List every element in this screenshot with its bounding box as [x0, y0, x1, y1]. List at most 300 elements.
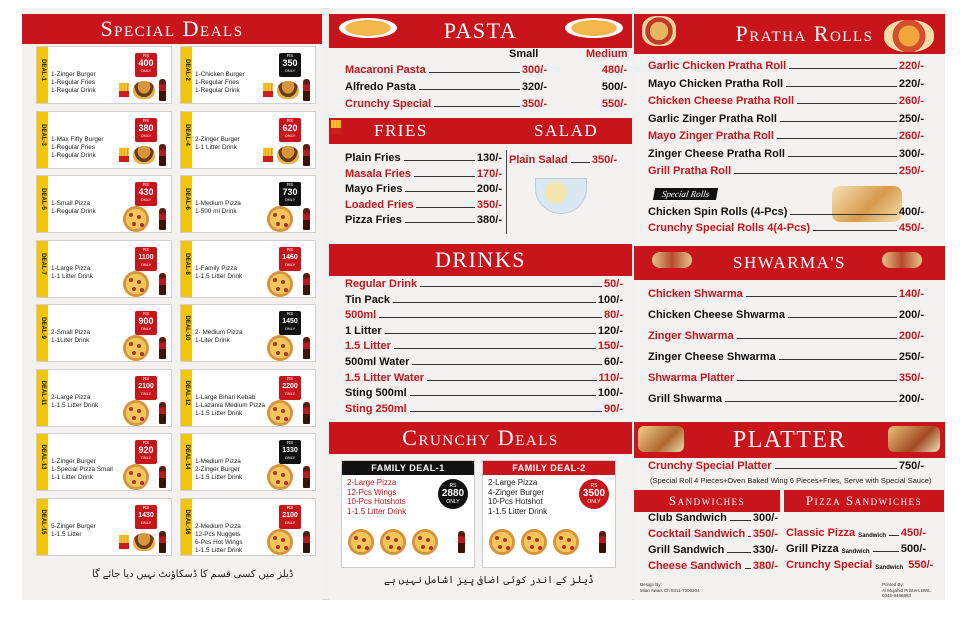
family-deal-title: FAMILY DEAL-1 [342, 461, 474, 475]
special-deals-column [22, 8, 322, 600]
menu-row [648, 222, 924, 234]
deal-item: 1-1 Litter Drink [51, 474, 93, 481]
deal-tag-label: DEAL-8 [184, 252, 190, 275]
deal-price: 430 [138, 187, 154, 197]
deal-item: 1-Family Pizza [195, 264, 237, 272]
deal-tag-label: DEAL-15 [40, 508, 46, 534]
pizza-image [267, 464, 293, 490]
item-price-medium: 480/- [601, 64, 627, 76]
deal-price-badge [135, 53, 157, 77]
pratha-roll-image [642, 16, 676, 46]
price-rs-label: RS [142, 311, 150, 316]
deal-item: 1-1.5 Litter Drink [51, 401, 99, 409]
menu-row [509, 154, 617, 166]
pasta-col-small: Small [509, 48, 539, 60]
deal-items [51, 458, 119, 482]
deal-tag [181, 434, 192, 490]
deal-items [51, 136, 119, 160]
dot-leader [790, 214, 897, 215]
drink-bottle-image [159, 208, 166, 230]
price-rs-label: RS [142, 504, 150, 510]
deal-tag [181, 241, 192, 297]
deal-card [36, 175, 172, 233]
deal-item: 1-Special Pizza Small [51, 466, 113, 473]
price-only-label: ONLY [140, 455, 152, 460]
deal-card [180, 498, 316, 556]
pasta-title: PASTA [443, 18, 518, 43]
deal-item: 1-Zinger Burger [51, 71, 96, 78]
deal-card [36, 111, 172, 169]
deal-card [36, 433, 172, 491]
pizza-image [267, 529, 293, 555]
deal-item: 1-Liter Drink [195, 337, 230, 344]
dot-leader [434, 106, 520, 107]
item-price: 350/- [898, 372, 924, 384]
price-rs-label: RS [286, 182, 294, 187]
deal-card [36, 498, 172, 556]
price-only-label: ONLY [284, 197, 296, 202]
menu-row [648, 95, 924, 107]
designer-name: Mian Awais Ch 0311-7000204 [640, 587, 700, 593]
menu-row [648, 351, 924, 363]
item-price: 450/- [900, 527, 926, 539]
item-price: 330/- [752, 544, 778, 556]
item-name: Garlic Chicken Pratha Roll [648, 60, 787, 72]
pizza-image [123, 400, 149, 426]
item-name: 1.5 Litter [345, 340, 391, 353]
drinks-header [329, 244, 632, 276]
menu-row [345, 64, 627, 76]
family-deal-items [488, 478, 547, 516]
deal-item: 1-Regular Drink [51, 151, 96, 159]
dot-leader [727, 552, 751, 553]
item-name: Grill Pizza [786, 543, 839, 555]
drink-bottle-image [599, 531, 606, 553]
deal-item: 1-500 ml Drink [195, 208, 237, 215]
deal-card [180, 240, 316, 298]
dot-leader [789, 68, 897, 69]
shwarma-image-right [882, 252, 922, 268]
price-rs-label: RS [142, 246, 150, 252]
item-price: 350/- [752, 528, 778, 540]
deal-price-badge [135, 440, 157, 464]
item-name: Pizza Fries [345, 214, 402, 226]
dot-leader [379, 317, 602, 318]
dot-leader [420, 286, 602, 287]
deal-tag-label: DEAL-10 [184, 315, 190, 341]
item-price: 200/- [898, 309, 924, 321]
deal-item: 1-1 Litter Drink [51, 272, 93, 280]
deal-tag [37, 434, 48, 490]
deal-price: 400 [138, 58, 154, 68]
price-only-label: ONLY [140, 68, 152, 73]
menu-row [648, 528, 778, 540]
menu-row [345, 387, 623, 399]
menu-row [648, 560, 778, 572]
deal-price: 620 [282, 122, 298, 133]
item-price-medium: 500/- [601, 81, 627, 93]
deal-price-badge [135, 247, 157, 271]
deal-items [195, 523, 263, 555]
item-price: 350/- [591, 154, 617, 166]
deal-card [180, 433, 316, 491]
item-name: Sting 250ml [345, 402, 407, 415]
menu-row [648, 165, 924, 177]
drink-bottle-image [159, 79, 166, 101]
pizza-image [123, 271, 149, 297]
deal-tag-label: DEAL-12 [184, 379, 190, 405]
item-price: 350/- [476, 198, 502, 211]
drink-bottle-image [303, 531, 310, 553]
item-price: 300/- [752, 512, 778, 524]
pizza-image [123, 464, 149, 490]
menu-row [648, 78, 924, 90]
menu-row [345, 98, 627, 110]
item-price: 50/- [604, 278, 623, 290]
dot-leader [405, 191, 474, 192]
item-price: 450/- [898, 221, 924, 234]
deal-item: 2- Medium Pizza [195, 329, 243, 336]
dot-leader [414, 176, 475, 177]
price-rs-label: RS [142, 440, 150, 445]
family-deal-item: 10-Pcs Hotshot [488, 497, 543, 506]
menu-row [345, 309, 623, 321]
crunchy-urdu-note: ڈیلز کے اندر کوئی اضافی پیز اشامل نہیں ہے [384, 575, 594, 586]
pizza-sandwiches-title: Pizza Sandwiches [805, 493, 923, 508]
deal-item: 1-1.5 Litter Drink [195, 474, 243, 481]
pizza-image [123, 206, 149, 232]
item-name-suffix: Sandwich [858, 533, 887, 539]
pizza-image [521, 529, 547, 555]
dot-leader [429, 72, 520, 73]
drink-bottle-image [303, 402, 310, 424]
deal-items [195, 394, 263, 418]
item-name: Crunchy Special [786, 559, 873, 571]
price-only-label: ONLY [284, 390, 296, 396]
item-name: Classic Pizza [786, 527, 856, 539]
dot-leader [813, 230, 897, 231]
pizza-sandwiches-header [784, 490, 944, 512]
deal-item: 2-Small Pizza [51, 329, 91, 336]
dot-leader [410, 395, 596, 396]
item-name: 500ml [345, 309, 377, 322]
price-rs-label: RS [286, 311, 294, 316]
family-deal-price-badge [438, 479, 468, 509]
item-name: Cheese Sandwich [648, 560, 742, 572]
platter-title: PLATTER [732, 426, 847, 453]
sandwiches-header [634, 490, 780, 512]
deal-tag [181, 370, 192, 426]
family-deal-card [341, 460, 475, 568]
item-name: Club Sandwich [648, 512, 727, 524]
family-deal-item: 2-Large Pizza [488, 478, 538, 487]
deal-item: 1-1Liter Drink [51, 337, 90, 344]
price-only-label: ONLY [284, 455, 296, 460]
deal-tag-label: DEAL-9 [40, 317, 46, 339]
deal-tag-label: DEAL-4 [184, 123, 190, 146]
drink-bottle-image [159, 144, 166, 166]
deal-tag-label: DEAL-3 [40, 123, 46, 146]
item-name: Masala Fries [345, 167, 412, 180]
drink-bottle-image [159, 402, 166, 424]
price-only-label: ONLY [140, 390, 152, 396]
platter-item-name: Crunchy Special Platter [648, 460, 772, 472]
deal-item: 1-Regular Fries [51, 79, 96, 86]
item-price: 60/- [604, 356, 623, 368]
item-price: 170/- [476, 167, 502, 180]
deal-price: 730 [282, 187, 298, 197]
price-rs-label: RS [142, 117, 150, 123]
price-rs-label: RS [286, 504, 294, 510]
family-deal-price-badge [579, 479, 609, 509]
item-name: Mayo Chicken Pratha Roll [648, 77, 784, 90]
deal-price: 2200 [282, 382, 298, 390]
item-price: 100/- [597, 387, 623, 400]
pizza-image [553, 529, 579, 555]
deal-price-badge [135, 505, 157, 529]
menu-row [345, 278, 623, 290]
item-name: Chicken Shwarma [648, 288, 743, 300]
deal-card [36, 46, 172, 104]
printer-name: Al Mujahid Printers BWL [882, 587, 931, 593]
item-name: Chicken Cheese Pratha Roll [648, 95, 795, 107]
dot-leader [780, 121, 897, 122]
deal-tag-label: DEAL-2 [184, 59, 190, 81]
deal-item: 2-Zinger Burger [195, 135, 240, 143]
item-price: 200/- [898, 330, 924, 342]
deal-card [36, 304, 172, 362]
printer-phone: 0345-9486863 [882, 593, 912, 598]
item-name: Chicken Cheese Shwarma [648, 309, 785, 321]
item-price: 110/- [598, 371, 623, 384]
dot-leader [405, 222, 475, 223]
family-deal-item: 10-Pcs Hotshots [347, 497, 406, 506]
deal-item: 1-Small Pizza [51, 200, 91, 207]
deal-item: 1-1.5 Litter Drink [195, 546, 243, 554]
deal-items [195, 458, 263, 482]
platter-description: (Special Roll 4 Pieces+Oven Baked Wing 6 Pieces+Fries, Serve with Special Sauce) [650, 476, 932, 485]
deal-tag-label: DEAL-5 [40, 188, 46, 210]
item-price: 260/- [898, 130, 924, 142]
item-price: 500/- [900, 543, 926, 555]
menu-row [345, 340, 623, 352]
item-name: Cocktail Sandwich [648, 528, 746, 540]
item-name: Zinger Cheese Shwarma [648, 351, 776, 363]
menu-row [648, 372, 924, 384]
deal-items [51, 265, 119, 281]
dot-leader [393, 302, 596, 303]
item-price: 550/- [908, 559, 934, 571]
deal-tag [37, 47, 48, 103]
item-name: Crunchy Special Rolls 4(4-Pcs) [648, 221, 810, 234]
deal-tag [181, 499, 192, 555]
deal-item: 1-1.5 Litter Drink [195, 409, 243, 417]
shwarma-title: SHWARMA'S [733, 253, 846, 272]
item-price: 80/- [604, 309, 623, 322]
deal-price: 350 [282, 58, 298, 68]
crunchy-deals-header [329, 422, 632, 454]
deal-card [180, 46, 316, 104]
item-price: 200/- [898, 393, 924, 405]
deal-price-badge [279, 440, 301, 464]
deal-price-badge [279, 182, 301, 206]
platter-image-right [888, 426, 940, 452]
menu-row [345, 199, 502, 211]
item-price: 250/- [898, 112, 924, 125]
deal-price-badge [279, 53, 301, 77]
drink-bottle-image [303, 273, 310, 295]
item-price: 400/- [898, 206, 924, 218]
deal-item: 12-Pcs Nuggets [195, 530, 241, 538]
menu-row [648, 512, 778, 524]
price-rs-label: RS [142, 375, 150, 381]
deal-price: 2100 [138, 382, 154, 390]
pizza-image [123, 335, 149, 361]
deal-tag [37, 241, 48, 297]
menu-row [786, 559, 934, 571]
pizza-image [412, 529, 438, 555]
burger-image [133, 533, 155, 551]
menu-row [345, 294, 623, 306]
dot-leader [725, 401, 897, 402]
item-price: 300/- [898, 147, 924, 160]
dot-leader [873, 551, 899, 552]
sandwiches-title: Sandwiches [668, 493, 746, 508]
menu-row [648, 393, 924, 405]
family-deal-price: 3500 [582, 488, 606, 499]
item-name: Shwarma Platter [648, 372, 735, 384]
dot-leader [786, 86, 897, 87]
pizza-image [380, 529, 406, 555]
item-name-suffix: Sandwich [875, 565, 904, 571]
designer-credit [640, 582, 700, 593]
deal-tag [37, 499, 48, 555]
burger-image [277, 146, 299, 164]
item-price: 140/- [898, 288, 924, 300]
pizza-image [267, 335, 293, 361]
crunchy-deals-title: Crunchy Deals [402, 425, 559, 450]
family-deal-item: 2-Large Pizza [347, 478, 397, 487]
salad-bowl-image [535, 178, 587, 214]
salad-title: SALAD [534, 121, 599, 140]
item-name: Sting 500ml [345, 387, 407, 400]
menu-row [648, 544, 778, 556]
deal-card [180, 111, 316, 169]
special-deals-title: Special Deals [100, 16, 244, 41]
family-deal-item: 12-Pcs Wings [347, 487, 397, 497]
price-rs-label: RS [449, 483, 457, 489]
family-deal-price: 2880 [441, 488, 465, 499]
deal-price-badge [279, 118, 301, 142]
deal-item: 2-Large Pizza [51, 393, 91, 401]
deal-price: 1430 [138, 511, 154, 519]
item-name: Loaded Fries [345, 198, 414, 211]
menu-row [648, 113, 924, 125]
menu-row [345, 356, 623, 368]
printer-label: Printed By: [882, 582, 905, 587]
price-only-label: ONLY [140, 197, 152, 202]
deal-item: 1-Medium Pizza [195, 458, 241, 465]
item-name: Chicken Spin Rolls (4-Pcs) [648, 206, 788, 218]
deal-tag [37, 305, 48, 361]
fries-image [119, 83, 129, 97]
family-deal-item: 4-Zinger Burger [488, 487, 545, 497]
price-only-label: ONLY [587, 499, 601, 505]
pizza-image [267, 271, 293, 297]
dot-leader [730, 520, 751, 521]
fries-salad-header [329, 118, 632, 144]
deal-tag-label: DEAL-7 [40, 252, 46, 275]
deal-items [51, 71, 119, 95]
pizza-image [267, 400, 293, 426]
dot-leader [404, 160, 475, 161]
item-name: Regular Drink [345, 278, 418, 290]
menu-row [345, 372, 623, 384]
price-only-label: ONLY [140, 132, 152, 138]
deal-price-badge [279, 505, 301, 529]
deal-card [180, 175, 316, 233]
deal-item: 1-Max Fifty Burger [51, 135, 104, 143]
deal-card [36, 369, 172, 427]
deal-price-badge [135, 376, 157, 400]
printer-credit [882, 582, 931, 599]
price-only-label: ONLY [284, 68, 296, 73]
family-deal-item: 1-1.5 Litter Drink [347, 506, 407, 516]
menu-row [648, 130, 924, 142]
deal-items [195, 329, 263, 345]
menu-row [345, 403, 623, 415]
pasta-col-medium: Medium [586, 48, 628, 60]
drink-bottle-image [303, 79, 310, 101]
fries-image [119, 148, 129, 162]
deal-tag-label: DEAL-6 [184, 188, 190, 210]
deal-tag-label: DEAL-1 [40, 59, 46, 81]
deal-items [195, 136, 263, 152]
dot-leader [775, 468, 897, 469]
special-rolls-label: Special Rolls [653, 188, 718, 200]
middle-column [329, 8, 632, 600]
item-price: 120/- [597, 324, 623, 337]
fries-image [119, 535, 129, 549]
price-only-label: ONLY [140, 519, 152, 525]
deal-price: 1100 [138, 253, 154, 261]
price-rs-label: RS [142, 182, 150, 187]
item-price: 130/- [476, 152, 502, 164]
price-only-label: ONLY [284, 261, 296, 267]
dot-leader [412, 364, 602, 365]
deal-tag [181, 112, 192, 168]
special-deals-header [22, 14, 322, 44]
deal-item: 1-Regular Drink [195, 87, 240, 94]
deal-items [195, 200, 263, 216]
fries-image [263, 83, 273, 97]
item-name: Crunchy Special [345, 98, 432, 110]
family-deal-title: FAMILY DEAL-2 [483, 461, 615, 475]
deal-item: 1-Medium Pizza [195, 200, 241, 207]
deal-item: 5-Zinger Burger [51, 522, 96, 530]
item-name: 1.5 Litter Water [345, 371, 425, 384]
deal-items [195, 265, 263, 281]
menu-row [345, 183, 502, 195]
platter-row [648, 460, 924, 472]
deal-item: 1-1.5 Litter Drink [195, 272, 243, 280]
deal-tag [181, 47, 192, 103]
deal-price: 1460 [282, 253, 298, 261]
deal-tag [181, 305, 192, 361]
fries-image [263, 148, 273, 162]
drink-bottle-image [303, 144, 310, 166]
deal-tag [37, 176, 48, 232]
